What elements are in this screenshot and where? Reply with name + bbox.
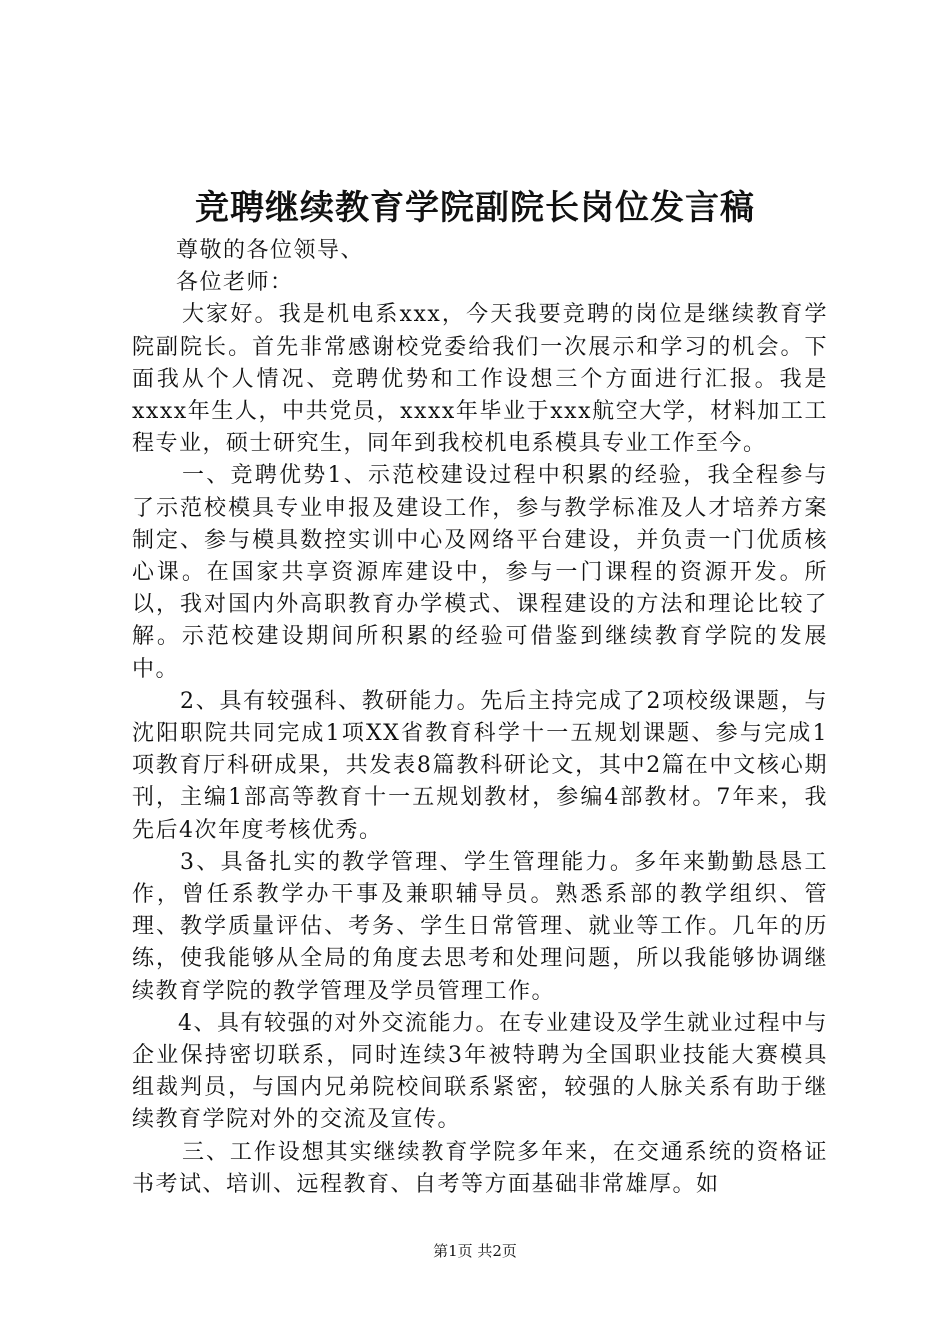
paragraph-intro: 大家好。我是机电系xxx，今天我要竞聘的岗位是继续教育学院副院长。首先非常感谢校党委给我们一次展示和学习的机会。下面我从个人情况、竞聘优势和工作设想三个方面进行汇报。我是xxxx年生人，中共党员，xxxx年毕业于xxx航空大学，材料加工工程专业，硕士研究生，同年到我校机电系模具专业工作至今。 xyxy=(132,302,828,457)
document-body xyxy=(132,235,828,1201)
paragraph-advantage-2: 2、具有较强科、教研能力。先后主持完成了2项校级课题，与沈阳职院共同完成1项XX省教育科学十一五规划课题、参与完成1项教育厅科研成果，共发表8篇教科研论文，其中2篇在中文核心期刊，主编1部高等教育十一五规划教材，参编4部教材。7年来，我先后4次年度考核优秀。 xyxy=(132,688,828,843)
document-title: 竞聘继续教育学院副院长岗位发言稿 xyxy=(195,188,755,228)
paragraph-advantage-1: 一、竞聘优势1、示范校建设过程中积累的经验，我全程参与了示范校模具专业申报及建设工作，参与教学标准及人才培养方案制定、参与模具数控实训中心及网络平台建设，并负责一门优质核心课。在国家共享资源库建设中，参与一门课程的资源开发。所以，我对国内外高职教育办学模式、课程建设的方法和理论比较了解。示范校建设期间所积累的经验可借鉴到继续教育学院的发展中。 xyxy=(132,463,828,682)
paragraph-advantage-4: 4、具有较强的对外交流能力。在专业建设及学生就业过程中与企业保持密切联系，同时连续3年被特聘为全国职业技能大赛模具组裁判员，与国内兄弟院校间联系紧密，较强的人脉关系有助于继续教育学院对外的交流及宣传。 xyxy=(132,1010,828,1133)
greeting-line-1: 尊敬的各位领导、 xyxy=(176,238,365,263)
paragraph-work-plan: 三、工作设想其实继续教育学院多年来，在交通系统的资格证书考试、培训、远程教育、自考等方面基础非常雄厚。如 xyxy=(132,1139,828,1197)
page-footer: 第1页 共2页 xyxy=(433,1242,517,1260)
greeting-line-2: 各位老师： xyxy=(176,270,294,296)
paragraph-advantage-3: 3、具备扎实的教学管理、学生管理能力。多年来勤勤恳恳工作，曾任系教学办干事及兼职辅导员。熟悉系部的教学组织、管理、教学质量评估、考务、学生日常管理、就业等工作。几年的历练，使我能够从全局的角度去思考和处理问题，所以我能够协调继续教育学院的教学管理及学员管理工作。 xyxy=(132,849,828,1004)
